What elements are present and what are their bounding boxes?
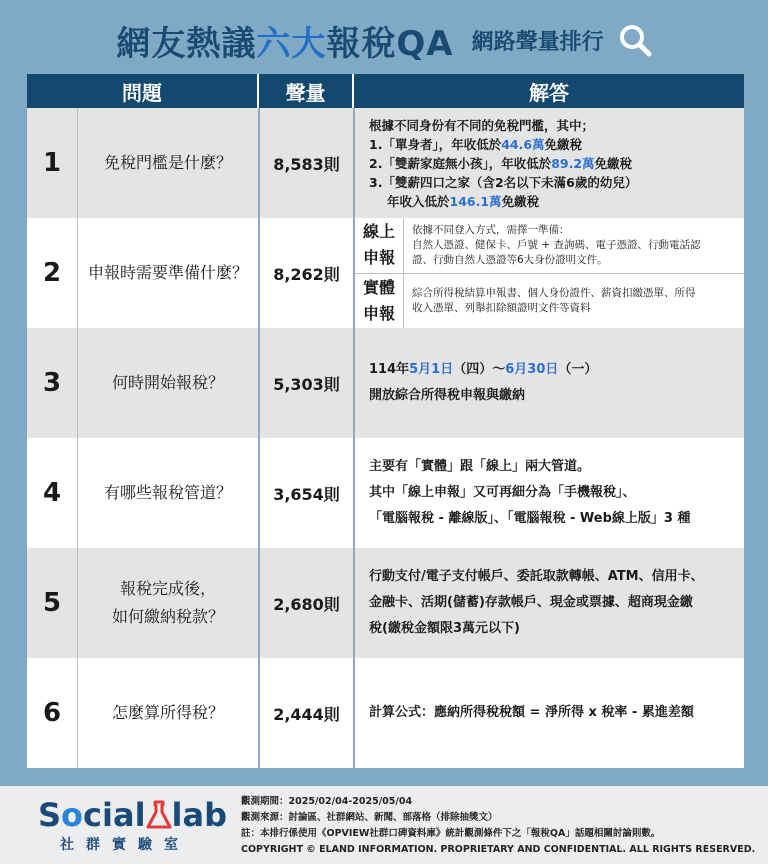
answer-line: 「電腦報稅 - 離線版」、「電腦報稅 - Web線上版」3 種 bbox=[369, 511, 691, 526]
answer-line: 金融卡、活期(儲蓄)存款帳戶、現金或票據、超商現金繳 bbox=[369, 595, 693, 610]
row-volume: 8,583則 bbox=[260, 108, 355, 218]
offline-filing bbox=[355, 273, 744, 329]
header-volume: 聲量 bbox=[259, 74, 354, 108]
row-question: 報稅完成後， 如何繳納稅款？ bbox=[78, 548, 260, 658]
row-number: 2 bbox=[27, 218, 78, 328]
flask-icon bbox=[146, 800, 172, 830]
table-row bbox=[27, 218, 744, 328]
answer-line: 3.「雙薪四口之家（含2名以下未滿6歲的幼兒） bbox=[369, 174, 638, 190]
row-answer bbox=[355, 658, 744, 768]
answer-line: 年收入低於146.1萬免繳稅 bbox=[387, 193, 540, 209]
copyright: COPYRIGHT © ELAND INFORMATION. PROPRIETARY AND CONFIDENTIAL. ALL RIGHTS RESERVED. bbox=[241, 844, 756, 855]
title-part1: 網友熱議 bbox=[116, 23, 257, 64]
table-row bbox=[27, 328, 744, 438]
table-row bbox=[27, 658, 744, 768]
title-part2: 報稅QA bbox=[326, 23, 454, 64]
answer-line: 稅(繳稅金額限3萬元以下) bbox=[369, 621, 520, 636]
header-question: 問題 bbox=[27, 74, 259, 108]
row-volume: 3,654則 bbox=[260, 438, 355, 548]
offline-filing-text: 綜合所得稅結算申報書、個人身份證件、薪資扣繳憑單、所得 收入憑單、列舉扣除額證明文件等資料 bbox=[412, 286, 696, 314]
row-number: 3 bbox=[27, 328, 78, 438]
logo-subtitle: 社群實驗室 bbox=[60, 837, 190, 853]
online-filing-text: 依據不同登入方式，需擇一準備： 自然人憑證、健保卡、戶號 + 查詢碼、電子憑證、行動電話認 證、行動自然人憑證等6大身份證明文件。 bbox=[412, 223, 701, 266]
row-number: 1 bbox=[27, 108, 78, 218]
answer-line: 根據不同身份有不同的免稅門檻，其中； bbox=[369, 117, 595, 133]
online-filing-label: 線上 申報 bbox=[355, 218, 404, 273]
observation-source: 觀測來源：討論區、社群網站、新聞、部落格（排除抽獎文） bbox=[241, 812, 498, 823]
row-answer bbox=[355, 548, 744, 658]
row-answer bbox=[355, 328, 744, 438]
row-volume: 8,262則 bbox=[260, 218, 355, 328]
footnote: 註：本排行係使用《OPVIEW社群口碑資料庫》統計觀測條件下之「報稅QA」話題相關討論則數。 bbox=[241, 828, 661, 839]
answer-line: 計算公式：應納所得稅稅額 = 淨所得 x 稅率 - 累進差額 bbox=[369, 705, 694, 720]
online-filing bbox=[355, 218, 744, 273]
search-icon bbox=[618, 23, 652, 57]
logo-wordmark: Social lab bbox=[38, 796, 227, 834]
row-answer bbox=[355, 438, 744, 548]
answer-line: 1.「單身者」，年收低於44.6萬免繳稅 bbox=[369, 136, 583, 152]
page-subtitle: 網路聲量排行 bbox=[471, 29, 604, 55]
qa-table bbox=[27, 74, 744, 768]
answer-line: 2.「雙薪家庭無小孩」，年收低於89.2萬免繳稅 bbox=[369, 155, 633, 171]
answer-line: 114年5月1日（四）～6月30日（一） bbox=[369, 362, 598, 377]
table-row bbox=[27, 108, 744, 218]
row-number: 5 bbox=[27, 548, 78, 658]
answer-line: 行動支付/電子支付帳戶、委託取款轉帳、ATM、信用卡、 bbox=[369, 569, 704, 584]
header-answer: 解答 bbox=[529, 80, 569, 105]
sociallab-logo bbox=[38, 796, 234, 854]
row-question: 有哪些報稅管道？ bbox=[78, 438, 260, 548]
offline-filing-label: 實體 申報 bbox=[355, 274, 404, 329]
table-header bbox=[27, 74, 744, 108]
row-number: 4 bbox=[27, 438, 78, 548]
row-question: 何時開始報稅？ bbox=[78, 328, 260, 438]
row-volume: 2,444則 bbox=[260, 658, 355, 768]
footer bbox=[0, 786, 768, 864]
observation-period: 觀測期間：2025/02/04-2025/05/04 bbox=[241, 796, 413, 807]
row-question: 免稅門檻是什麼？ bbox=[78, 108, 260, 218]
header bbox=[0, 0, 768, 80]
row-answer bbox=[355, 108, 744, 218]
footer-notes bbox=[241, 794, 755, 858]
row-answer bbox=[355, 218, 744, 328]
row-question: 怎麼算所得稅？ bbox=[78, 658, 260, 768]
answer-line: 其中「線上申報」又可再細分為「手機報稅」、 bbox=[369, 485, 636, 500]
row-question: 申報時需要準備什麼？ bbox=[78, 218, 260, 328]
row-volume: 5,303則 bbox=[260, 328, 355, 438]
row-volume: 2,680則 bbox=[260, 548, 355, 658]
table-row bbox=[27, 438, 744, 548]
answer-line: 主要有「實體」跟「線上」兩大管道。 bbox=[369, 459, 591, 474]
answer-line: 開放綜合所得稅申報與繳納 bbox=[369, 388, 526, 403]
title-highlight: 六大 bbox=[256, 23, 327, 64]
table-row bbox=[27, 548, 744, 658]
page-title bbox=[116, 16, 453, 65]
row-number: 6 bbox=[27, 658, 78, 768]
